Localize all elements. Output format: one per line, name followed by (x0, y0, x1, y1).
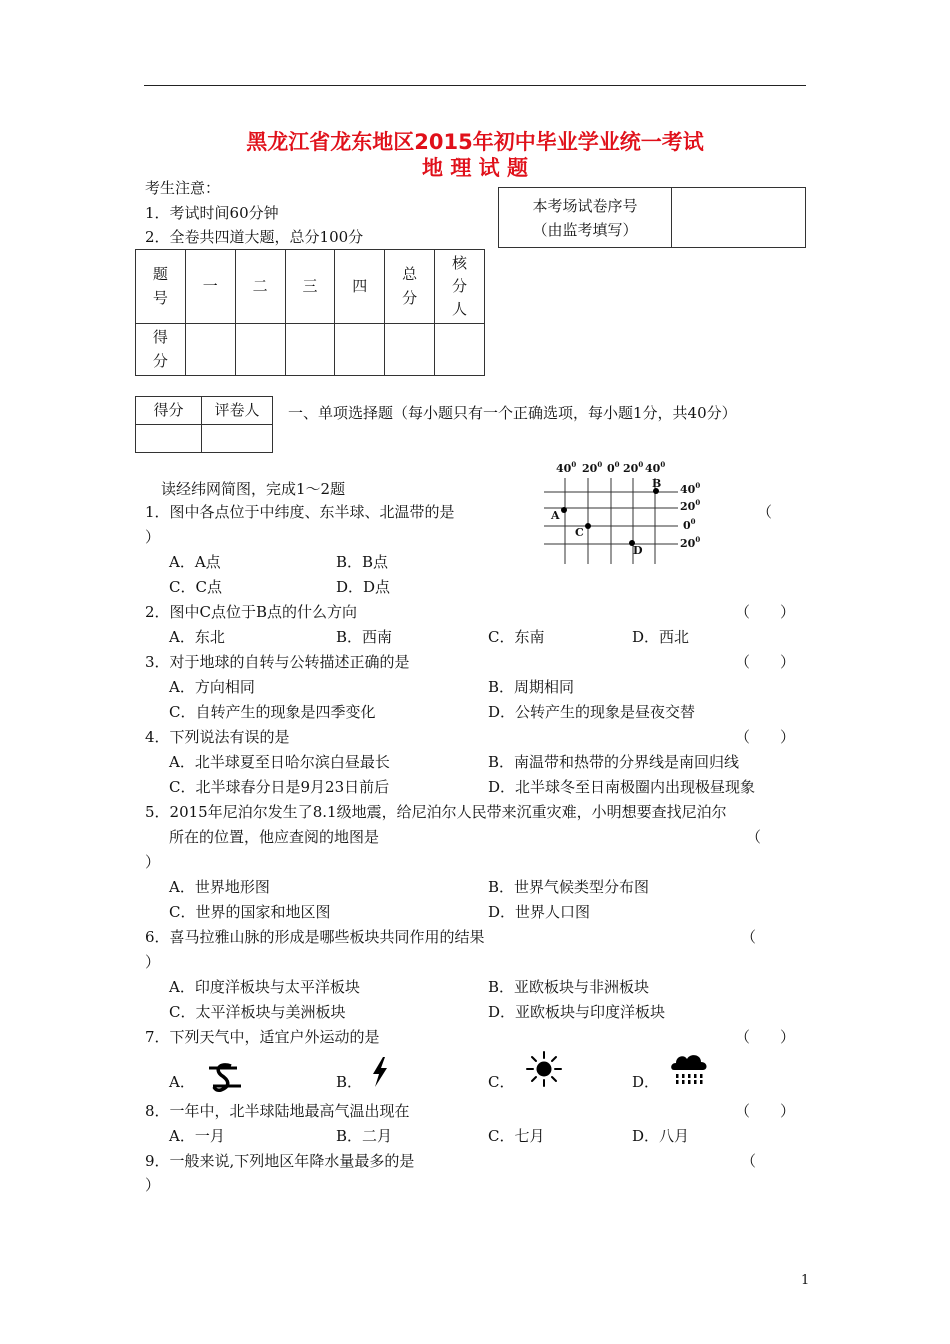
notice-item-2: 2．全卷共四道大题，总分100分 (145, 228, 364, 246)
label-d: D (633, 544, 643, 557)
score-cell[interactable] (385, 324, 435, 376)
q4-stem: 4．下列说法有误的是 (145, 728, 290, 746)
col-3: 三 (285, 250, 335, 324)
q5-option-b[interactable]: B．世界气候类型分布图 (488, 878, 650, 896)
q8-option-d[interactable]: D．八月 (632, 1127, 690, 1145)
q8-stem: 8．一年中，北半球陆地最高气温出现在 (145, 1102, 410, 1120)
q1-paren-open: （ (757, 503, 773, 521)
q5-option-a[interactable]: A．世界地形图 (169, 878, 270, 896)
q3-option-a[interactable]: A．方向相同 (169, 678, 255, 696)
q5-stem-line2: 所在的位置，他应查阅的地图是 (169, 828, 380, 846)
q6-option-d[interactable]: D．亚欧板块与印度洋板块 (488, 1003, 666, 1021)
q1-option-d[interactable]: D．D点 (336, 578, 391, 596)
exam-title: 黑龙江省龙东地区2015年初中毕业学业统一考试 (246, 130, 704, 154)
q7-option-d[interactable]: D． (632, 1073, 660, 1091)
q7-stem: 7．下列天气中，适宜户外运动的是 (145, 1028, 380, 1046)
q6-paren-open: （ (741, 928, 757, 946)
serial-note: （由监考填写） (532, 220, 638, 239)
score-cell[interactable] (435, 324, 485, 376)
label-ren: 人 (452, 300, 468, 319)
q5-paren-close: ） (145, 853, 161, 871)
section-score-box (135, 396, 273, 453)
q1-option-b[interactable]: B．B点 (336, 553, 389, 571)
q8-option-b[interactable]: B．二月 (336, 1127, 393, 1145)
q3-option-d[interactable]: D．公转产生的现象是昼夜交替 (488, 703, 696, 721)
right-label-0: $0^0$ (683, 517, 696, 532)
section-grader-cell[interactable] (202, 425, 273, 453)
q6-option-b[interactable]: B．亚欧板块与非洲板块 (488, 978, 650, 996)
lat-long-grid-figure (530, 458, 705, 570)
q2-option-c[interactable]: C．东南 (488, 628, 545, 646)
q7-option-c[interactable]: C． (488, 1073, 515, 1091)
q1-option-a[interactable]: A．A点 (169, 553, 221, 571)
section-grader-label: 评卷人 (202, 397, 273, 425)
q7-paren: （ ） (735, 1028, 796, 1046)
section-score-label: 得分 (136, 397, 202, 425)
q3-option-b[interactable]: B．周期相同 (488, 678, 575, 696)
q7-option-a[interactable]: A． (169, 1073, 195, 1091)
label-fen: 分 (402, 288, 418, 307)
q2-paren: （ ） (735, 603, 796, 621)
q6-stem: 6．喜马拉雅山脉的形成是哪些板块共同作用的结果 (145, 928, 485, 946)
q2-option-a[interactable]: A．东北 (169, 628, 225, 646)
top-rule (144, 85, 806, 86)
q1-paren-close: ） (145, 528, 161, 546)
lightning-icon (370, 1056, 390, 1088)
point-a (561, 507, 567, 513)
top-label-40w: $40^0$ (556, 460, 577, 475)
label-fen3: 分 (152, 351, 168, 370)
label-a: A (551, 509, 560, 522)
col-1: 一 (185, 250, 235, 324)
top-label-0: $0^0$ (607, 460, 620, 475)
label-hao: 号 (152, 288, 168, 307)
label-de: 得 (152, 328, 168, 347)
q4-option-a[interactable]: A．北半球夏至日哈尔滨白昼最长 (169, 753, 390, 771)
label-fen2: 分 (452, 276, 468, 295)
q5-stem-line1: 5．2015年尼泊尔发生了8.1级地震，给尼泊尔人民带来沉重灾难，小明想要查找尼泊尔 (145, 803, 727, 821)
point-c (585, 523, 591, 529)
col-2: 二 (235, 250, 285, 324)
label-zong: 总 (402, 265, 418, 284)
q6-option-a[interactable]: A．印度洋板块与太平洋板块 (169, 978, 360, 996)
serial-box (498, 187, 806, 248)
col-4: 四 (335, 250, 385, 324)
q4-option-b[interactable]: B．南温带和热带的分界线是南回归线 (488, 753, 740, 771)
q2-option-d[interactable]: D．西北 (632, 628, 690, 646)
q5-paren-open: （ (746, 828, 762, 846)
label-c: C (575, 526, 584, 539)
q4-option-c[interactable]: C．北半球春分日是9月23日前后 (169, 778, 390, 796)
q9-paren-close: ） (145, 1176, 161, 1194)
q8-option-a[interactable]: A．一月 (169, 1127, 225, 1145)
score-cell[interactable] (335, 324, 385, 376)
q6-option-c[interactable]: C．太平洋板块与美洲板块 (169, 1003, 346, 1021)
q3-option-c[interactable]: C．自转产生的现象是四季变化 (169, 703, 376, 721)
top-label-40e: $40^0$ (645, 460, 666, 475)
section-heading: 一、单项选择题（每小题只有一个正确选项，每小题1分，共40分） (288, 404, 737, 422)
q6-paren-close: ） (145, 953, 161, 971)
q4-paren: （ ） (735, 728, 796, 746)
page-number: 1 (801, 1273, 810, 1288)
section-score-cell[interactable] (136, 425, 202, 453)
q1-option-c[interactable]: C．C点 (169, 578, 222, 596)
sun-icon (524, 1050, 564, 1088)
q7-option-b[interactable]: B． (336, 1073, 363, 1091)
score-cell[interactable] (185, 324, 235, 376)
right-label-40n: $40^0$ (680, 481, 701, 496)
q5-option-c[interactable]: C．世界的国家和地区图 (169, 903, 331, 921)
typhoon-icon (207, 1060, 243, 1094)
serial-label: 本考场试卷序号 (532, 196, 638, 215)
q1-stem: 1．图中各点位于中纬度、东半球、北温带的是 (145, 503, 455, 521)
right-label-20n: $20^0$ (680, 498, 701, 513)
rain-icon (668, 1050, 710, 1086)
score-cell[interactable] (285, 324, 335, 376)
label-b: B (652, 477, 662, 490)
top-label-20e: $20^0$ (623, 460, 644, 475)
q8-paren: （ ） (735, 1102, 796, 1120)
q8-option-c[interactable]: C．七月 (488, 1127, 545, 1145)
serial-value-cell[interactable] (672, 188, 806, 248)
label-he: 核 (452, 253, 468, 272)
q5-option-d[interactable]: D．世界人口图 (488, 903, 591, 921)
q9-paren-open: （ (741, 1152, 757, 1170)
notice-heading: 考生注意： (145, 179, 221, 197)
q9-stem: 9．一般来说,下列地区年降水量最多的是 (145, 1152, 415, 1170)
q4-option-d[interactable]: D．北半球冬至日南极圈内出现极昼现象 (488, 778, 756, 796)
q3-paren: （ ） (735, 653, 796, 671)
q2-option-b[interactable]: B．西南 (336, 628, 393, 646)
score-cell[interactable] (235, 324, 285, 376)
score-table (135, 249, 485, 376)
top-label-20w: $20^0$ (582, 460, 603, 475)
intro-text: 读经纬网简图，完成1～2题 (161, 480, 346, 498)
q2-stem: 2．图中C点位于B点的什么方向 (145, 603, 358, 621)
q3-stem: 3．对于地球的自转与公转描述正确的是 (145, 653, 410, 671)
notice-item-1: 1．考试时间60分钟 (145, 204, 279, 222)
label-ti: 题 (152, 265, 168, 284)
right-label-20s: $20^0$ (680, 535, 701, 550)
exam-subtitle: 地 理 试 题 (422, 156, 528, 180)
